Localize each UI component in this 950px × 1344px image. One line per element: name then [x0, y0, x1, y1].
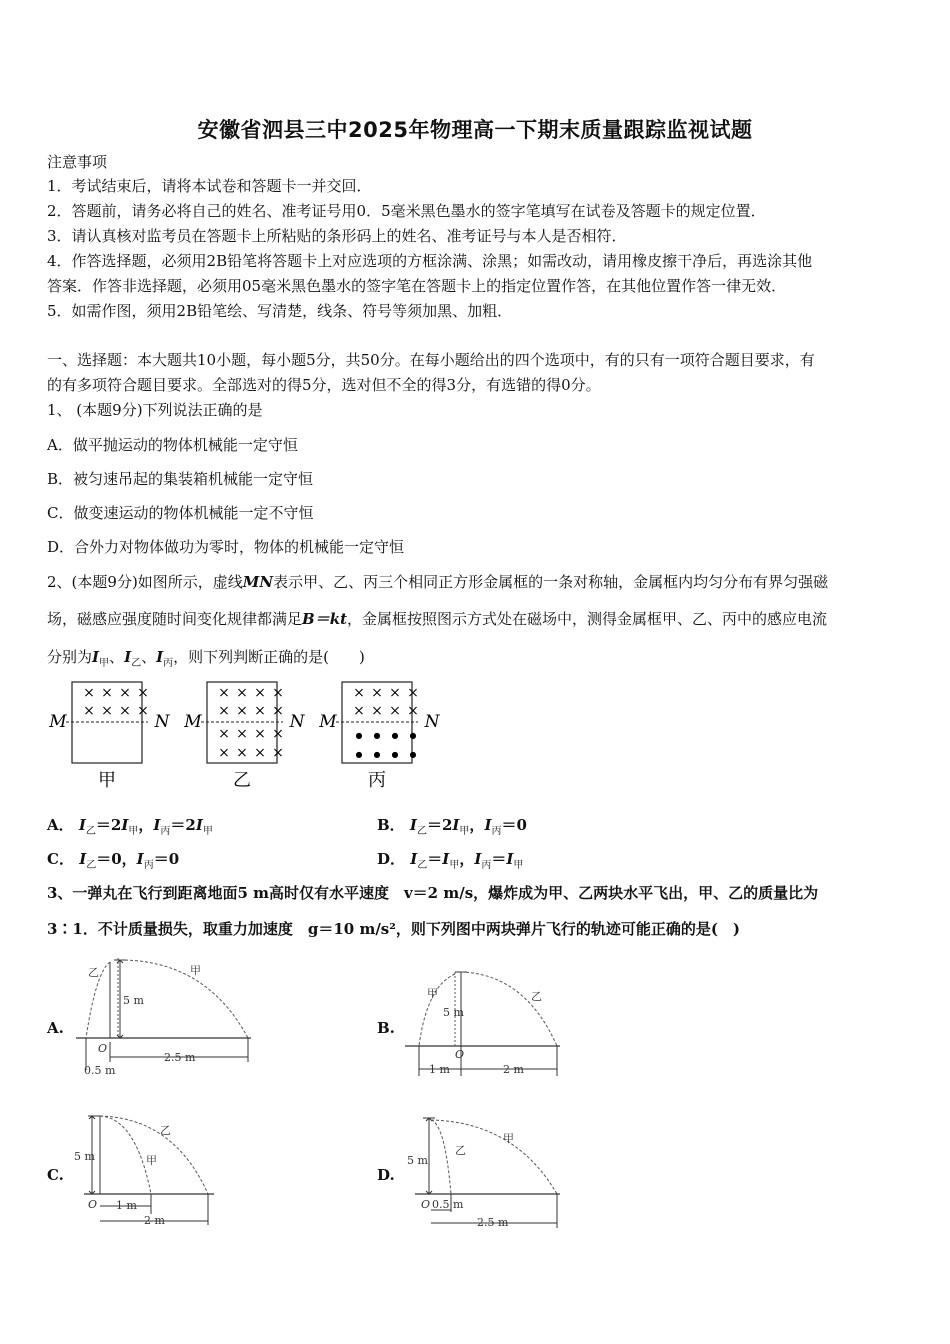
field-cross: × — [119, 685, 131, 701]
svg-text:乙: 乙 — [88, 966, 99, 979]
svg-text:1 m: 1 m — [429, 1063, 450, 1076]
q3-stem-line2: 3∶1．不计质量损失，取重力加速度 g＝10 m/s²，则下列图中两块弹片飞行的轨迹可能正确的是( ) — [47, 920, 741, 938]
svg-text:O: O — [88, 1198, 98, 1211]
section-intro: 的有多项符合题目要求。全部选对的得5分，选对但不全的得3分，有选错的得0分。 — [47, 376, 601, 394]
q1-option-d: D．合外力对物体做功为零时，物体的机械能一定守恒 — [47, 538, 405, 556]
field-cross: × — [119, 703, 131, 719]
svg-text:丙: 丙 — [368, 770, 386, 791]
notice-item: 3．请认真核对监考员在答题卡上所粘贴的条形码上的姓名、准考证号与本人是否相符． — [47, 227, 627, 245]
svg-text:2.5 m: 2.5 m — [477, 1216, 509, 1229]
svg-text:2.5 m: 2.5 m — [164, 1051, 196, 1064]
page-title: 安徽省泗县三中2025年物理高一下期末质量跟踪监视试题 — [197, 118, 753, 142]
field-cross: × — [407, 703, 419, 719]
svg-text:M: M — [184, 712, 202, 732]
svg-text:甲: 甲 — [190, 964, 201, 977]
field-cross: × — [407, 685, 419, 701]
q3-stem-line1: 3、一弹丸在飞行到距离地面5 m高时仅有水平速度 v＝2 m/s，爆炸成为甲、乙两块水平飞出，甲、乙的质量比为 — [47, 884, 819, 902]
q3-option-c-label: C. — [47, 1166, 64, 1184]
notice-item: 答案．作答非选择题，必须用05毫米黑色墨水的签字笔在答题卡上的指定位置作答，在其他位置作答一律无效． — [47, 277, 787, 295]
svg-text:2 m: 2 m — [503, 1063, 524, 1076]
svg-text:5 m: 5 m — [443, 1006, 464, 1019]
field-cross: × — [236, 685, 248, 701]
svg-text:O: O — [421, 1198, 431, 1211]
notice-item: 2．答题前，请务必将自己的姓名、准考证号用0．5毫米黑色墨水的签字笔填写在试卷及答题卡的规定位置． — [47, 202, 766, 220]
field-cross: × — [371, 685, 383, 701]
field-dot: ● — [391, 731, 399, 740]
svg-text:5 m: 5 m — [407, 1154, 428, 1167]
field-cross: × — [101, 703, 113, 719]
svg-text:乙: 乙 — [531, 990, 542, 1003]
field-cross: × — [137, 703, 149, 719]
field-cross: × — [218, 685, 230, 701]
field-cross: × — [236, 703, 248, 719]
svg-text:甲: 甲 — [146, 1154, 157, 1167]
field-cross: × — [272, 703, 284, 719]
notice-item: 1．考试结束后，请将本试卷和答题卡一并交回． — [47, 177, 372, 195]
field-dot: ● — [409, 750, 417, 759]
svg-text:甲: 甲 — [503, 1132, 514, 1145]
field-cross: × — [254, 685, 266, 701]
q2-stem-line2: 场，磁感应强度随时间变化规律都满足B＝kt，金属框按照图示方式处在磁场中，测得金属框甲、乙、丙中的感应电流 — [47, 610, 828, 628]
field-cross: × — [236, 726, 248, 742]
q2-figure — [44, 678, 444, 793]
q2-option-d: D． $I_乙=I_甲$，$I_丙=I_甲$ — [377, 850, 524, 871]
svg-text:甲: 甲 — [427, 987, 438, 1000]
field-cross: × — [272, 685, 284, 701]
field-cross: × — [83, 703, 95, 719]
field-marks — [83, 685, 419, 761]
svg-text:5 m: 5 m — [74, 1150, 95, 1163]
svg-text:N: N — [154, 712, 170, 732]
field-cross: × — [83, 685, 95, 701]
field-cross: × — [218, 703, 230, 719]
field-cross: × — [254, 726, 266, 742]
svg-text:O: O — [455, 1048, 465, 1061]
field-dot: ● — [355, 750, 363, 759]
svg-text:5 m: 5 m — [123, 994, 144, 1007]
field-cross: × — [371, 703, 383, 719]
field-cross: × — [101, 685, 113, 701]
q3-option-b-label: B. — [377, 1019, 395, 1037]
q2-stem-line1: 2、(本题9分)如图所示，虚线MN表示甲、乙、丙三个相同正方形金属框的一条对称轴，金属框内均匀分布有界匀强磁 — [47, 573, 829, 591]
q1-option-c: C．做变速运动的物体机械能一定不守恒 — [47, 504, 314, 522]
q3-option-a-label: A. — [47, 1019, 64, 1037]
field-cross: × — [389, 685, 401, 701]
field-dot: ● — [373, 731, 381, 740]
field-dot: ● — [373, 750, 381, 759]
q1-option-b: B．被匀速吊起的集装箱机械能一定守恒 — [47, 470, 314, 488]
q2-option-c: C． $I_乙=0$，$I_丙=0$ — [47, 850, 180, 871]
notice-heading: 注意事项 — [47, 153, 108, 171]
svg-text:M: M — [319, 712, 337, 732]
notice-item: 5．如需作图，须用2B铅笔绘、写清楚，线条、符号等须加黑、加粗． — [47, 302, 513, 320]
svg-text:2 m: 2 m — [144, 1214, 165, 1227]
svg-text:O: O — [98, 1042, 108, 1055]
field-cross: × — [353, 703, 365, 719]
q3-figure-d — [405, 1110, 565, 1230]
svg-text:乙: 乙 — [455, 1144, 466, 1157]
field-cross: × — [254, 703, 266, 719]
q1-option-a: A．做平抛运动的物体机械能一定守恒 — [47, 436, 298, 454]
q2-option-b: B． $I_乙=2I_甲$，$I_丙=0$ — [377, 816, 527, 837]
svg-text:1 m: 1 m — [116, 1199, 137, 1212]
q3-option-d-label: D. — [377, 1166, 395, 1184]
field-cross: × — [254, 745, 266, 761]
field-dot: ● — [409, 731, 417, 740]
q3-figure-c — [74, 1110, 224, 1228]
field-cross: × — [272, 726, 284, 742]
section-intro: 一、选择题：本大题共10小题，每小题5分，共50分。在每小题给出的四个选项中，有的只有一项符合题目要求，有 — [47, 351, 815, 369]
svg-text:甲: 甲 — [98, 770, 116, 791]
q2-option-a: A． $I_乙=2I_甲$，$I_丙=2I_甲$ — [47, 816, 213, 837]
field-cross: × — [218, 726, 230, 742]
svg-text:乙: 乙 — [160, 1124, 171, 1137]
field-cross: × — [272, 745, 284, 761]
field-dot: ● — [355, 731, 363, 740]
field-cross: × — [389, 703, 401, 719]
svg-text:乙: 乙 — [233, 770, 251, 791]
svg-text:N: N — [289, 712, 305, 732]
field-cross: × — [218, 745, 230, 761]
field-cross: × — [137, 685, 149, 701]
svg-text:0.5 m: 0.5 m — [432, 1198, 464, 1211]
q3-figure-a — [76, 952, 256, 1077]
q2-stem-line3: 分别为$I_甲$、$I_乙$、$I_丙$，则下列判断正确的是( ) — [47, 648, 365, 669]
svg-text:0.5 m: 0.5 m — [84, 1064, 116, 1077]
field-cross: × — [353, 685, 365, 701]
q3-figure-b — [405, 966, 565, 1081]
field-cross: × — [236, 745, 248, 761]
notice-item: 4．作答选择题，必须用2B铅笔将答题卡上对应选项的方框涂满、涂黑；如需改动，请用橡皮擦干净后，再选涂其他 — [47, 252, 813, 270]
field-dot: ● — [391, 750, 399, 759]
q1-stem: 1、 (本题9分)下列说法正确的是 — [47, 401, 263, 419]
svg-text:N: N — [424, 712, 440, 732]
svg-text:M: M — [49, 712, 67, 732]
